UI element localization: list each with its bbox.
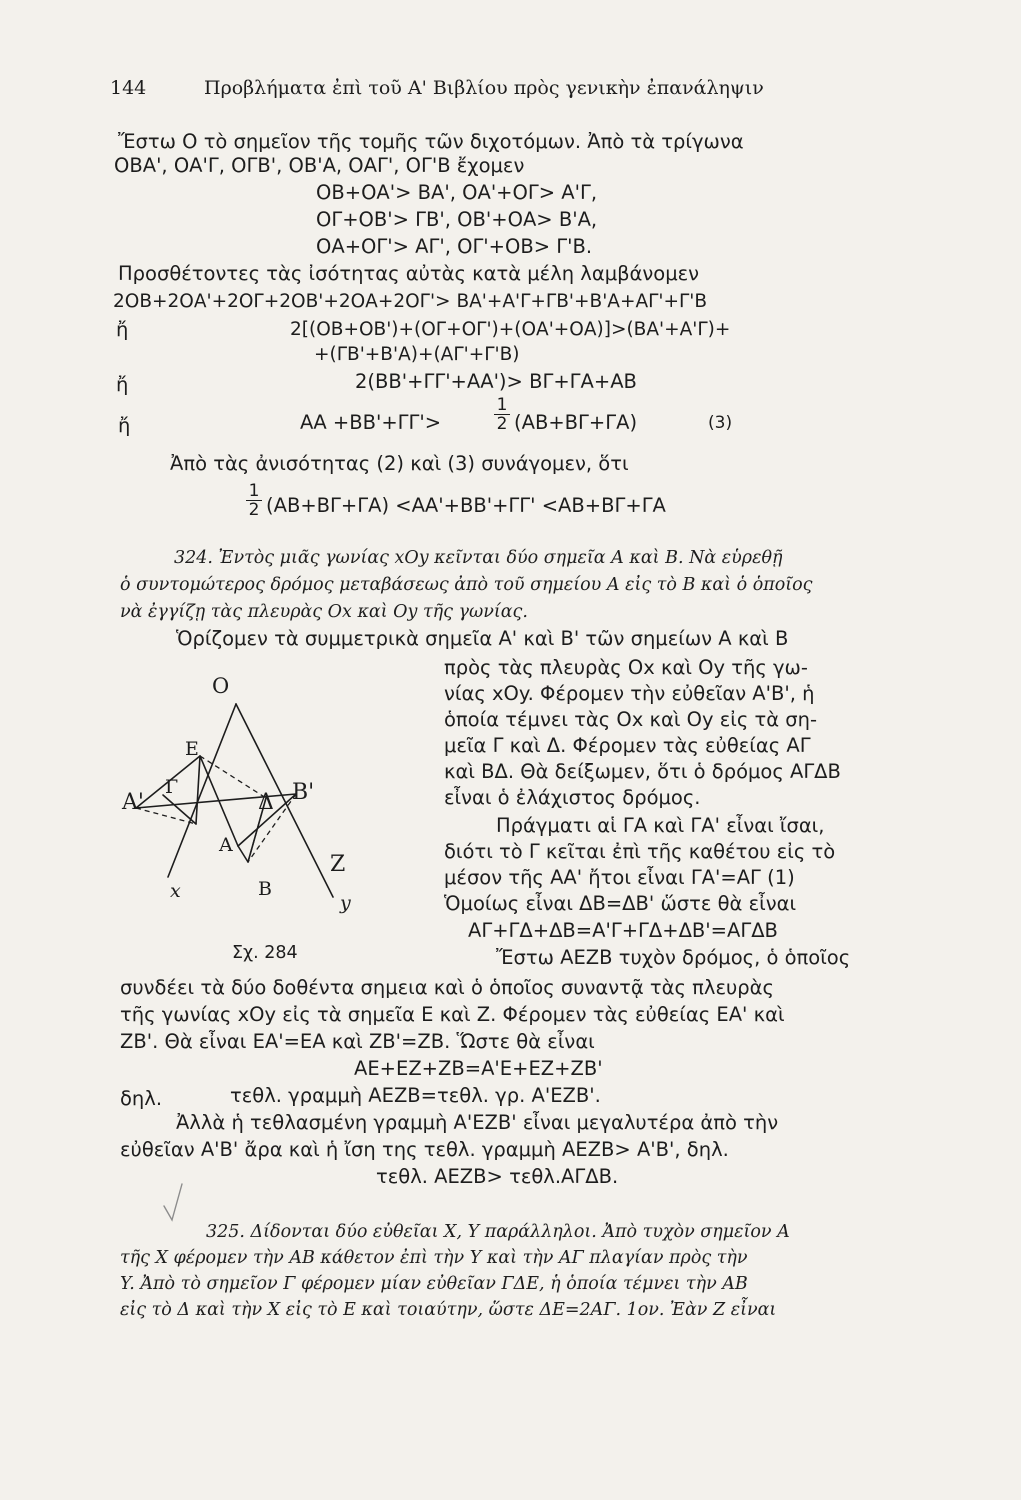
fraction-denominator: 2 bbox=[496, 414, 508, 434]
column-line: μέσον τῆς ΑΑ' ἤτοι εἶναι ΓΑ'=ΑΓ (1) bbox=[444, 866, 795, 889]
eta-word: ἤ bbox=[116, 373, 129, 396]
sum-line: ΑΑ +ΒΒ'+ΓΓ'> bbox=[300, 411, 442, 434]
column-line: νίας xOy. Φέρομεν τὴν εὐθεῖαν Α'Β', ἡ bbox=[444, 682, 815, 705]
fraction-half bbox=[494, 396, 510, 433]
proof-line: συνδέει τὰ δύο δοθέντα σημεια καὶ ὁ ὁποῖος συναντᾷ τὰς πλευρὰς bbox=[120, 976, 774, 999]
sum-line: 2(ΒΒ'+ΓΓ'+ΑΑ')> ΒΓ+ΓΑ+ΑΒ bbox=[355, 370, 637, 393]
label-a: A bbox=[219, 834, 233, 856]
column-line: μεῖα Γ καὶ Δ. Φέρομεν τὰς εὐθείας ΑΓ bbox=[444, 734, 811, 757]
proof-line: ΟΒΑ', ΟΑ'Γ, ΟΓΒ', ΟΒ'Α, ΟΑΓ', ΟΓ'Β ἔχομεν bbox=[114, 154, 525, 177]
label-b-prime: B' bbox=[292, 780, 315, 805]
fraction-numerator: 1 bbox=[246, 482, 262, 501]
column-line: Ὁμοίως εἶναι ΔΒ=ΔΒ' ὥστε θὰ εἶναι bbox=[444, 892, 797, 915]
pencil-check-mark bbox=[160, 1180, 190, 1226]
dashed-e-d bbox=[200, 756, 266, 798]
fraction-numerator: 1 bbox=[494, 396, 510, 415]
sum-line: +(ΓΒ'+Β'Α)+(ΑΓ'+Γ'Β) bbox=[314, 344, 520, 365]
problem-statement: τῆς X φέρομεν τὴν ΑΒ κάθετον ἐπὶ τὴν Y καὶ τὴν ΑΓ πλαγίαν πρὸς τὴν bbox=[120, 1248, 748, 1268]
column-line: διότι τὸ Γ κεῖται ἐπὶ τῆς καθέτου εἰς τὸ bbox=[444, 840, 836, 863]
sum-line: 2[(ΟΒ+ΟΒ')+(ΟΓ+ΟΓ')+(ΟΑ'+ΟΑ)]>(ΒΑ'+Α'Γ)+ bbox=[290, 319, 731, 340]
column-line: εἶναι ὁ ἐλάχιστος δρόμος. bbox=[444, 786, 701, 809]
column-line: Πράγματι αἱ ΓΑ καὶ ΓΑ' εἶναι ἴσαι, bbox=[496, 814, 825, 837]
label-o: O bbox=[212, 674, 230, 698]
proof-line: τῆς γωνίας xOy εἰς τὰ σημεῖα Ε καὶ Ζ. Φέρομεν τὰς εὐθείας ΕΑ' καὶ bbox=[120, 1003, 785, 1026]
problem-statement: νὰ ἐγγίζῃ τὰς πλευρὰς Ox καὶ Oy τῆς γωνίας. bbox=[120, 602, 528, 622]
sum-line: 2ΟΒ+2ΟΑ'+2ΟΓ+2ΟΒ'+2ΟΑ+2ΟΓ'> ΒΑ'+Α'Γ+ΓΒ'+Β'Α+ΑΓ'+Γ'Β bbox=[113, 291, 708, 312]
proof-line: Προσθέτοντες τὰς ἰσότητας αὐτὰς κατὰ μέλη λαμβάνομεν bbox=[118, 262, 700, 285]
proof-line: δηλ. bbox=[120, 1087, 163, 1110]
label-x: x bbox=[170, 880, 181, 902]
problem-statement: 325. Δίδονται δύο εὐθεῖαι X, Y παράλληλοι. Ἀπὸ τυχὸν σημεῖον Α bbox=[206, 1222, 790, 1242]
equation-line: ΑΕ+ΕΖ+ΖΒ=Α'Ε+ΕΖ+ΖΒ' bbox=[354, 1057, 603, 1080]
fraction-half bbox=[246, 482, 262, 519]
segment-b-z bbox=[238, 846, 248, 862]
equation-label: (3) bbox=[708, 413, 733, 433]
line-e-z bbox=[200, 756, 238, 846]
fraction-denominator: 2 bbox=[248, 500, 260, 520]
sum-line: (ΑΒ+ΒΓ+ΓΑ) bbox=[514, 411, 638, 434]
proof-line: Ἔστω Ο τὸ σημεῖον τῆς τομῆς τῶν διχοτόμων. Ἀπὸ τὰ τρίγωνα bbox=[118, 130, 744, 153]
column-line: ΑΓ+ΓΔ+ΔΒ=Α'Γ+ΓΔ+ΔΒ'=ΑΓΔΒ bbox=[468, 919, 778, 942]
eta-word: ἤ bbox=[118, 414, 131, 437]
inequality: ΟΑ+ΟΓ'> ΑΓ', ΟΓ'+ΟΒ> Γ'Β. bbox=[316, 235, 593, 258]
problem-statement: εἰς τὸ Δ καὶ τὴν X εἰς τὸ Ε καὶ τοιαύτην, ὥστε ΔΕ=2ΑΓ. 1ον. Ἐὰν Ζ εἶναι bbox=[120, 1300, 777, 1320]
proof-line: ΖΒ'. Θὰ εἶναι ΕΑ'=ΕΑ καὶ ΖΒ'=ΖΒ. Ὥστε θὰ εἶναι bbox=[120, 1030, 595, 1053]
proof-line: Ὁρίζομεν τὰ συμμετρικὰ σημεῖα Α' καὶ Β' τῶν σημείων Α καὶ Β bbox=[176, 627, 789, 650]
figure-caption: Σχ. 284 bbox=[232, 943, 298, 963]
proof-line: εὐθεῖαν Α'Β' ἄρα καὶ ἡ ἴση της τεθλ. γραμμὴ ΑΕΖΒ> Α'Β', δηλ. bbox=[120, 1138, 729, 1161]
label-delta: Δ bbox=[258, 790, 274, 815]
problem-statement: ὁ συντομώτερος δρόμος μεταβάσεως ἀπὸ τοῦ σημείου Α εἰς τὸ Β καὶ ὁ ὁποῖος bbox=[120, 575, 813, 595]
label-b: B bbox=[258, 878, 272, 900]
column-line: ὁποία τέμνει τὰς Ox καὶ Oy εἰς τὰ ση- bbox=[444, 708, 818, 731]
problem-statement: Y. Ἀπὸ τὸ σημεῖον Γ φέρομεν μίαν εὐθεῖαν ΓΔΕ, ἡ ὁποία τέμνει τὴν ΑΒ bbox=[120, 1274, 748, 1294]
inequality: ΟΒ+ΟΑ'> ΒΑ', ΟΑ'+ΟΓ> Α'Γ, bbox=[316, 181, 598, 204]
label-z: Z bbox=[330, 852, 346, 877]
proof-line: Ἀλλὰ ἡ τεθλασμένη γραμμὴ Α'ΕΖΒ' εἶναι μεγαλυτέρα ἀπὸ τὴν bbox=[176, 1111, 779, 1134]
ray-oy bbox=[236, 704, 333, 897]
figure-284-drawing bbox=[128, 672, 358, 912]
eta-word: ἤ bbox=[116, 318, 129, 341]
label-a-prime: A' bbox=[122, 790, 144, 815]
proof-line: τεθλ. ΑΕΖΒ> τεθλ.ΑΓΔΒ. bbox=[376, 1165, 619, 1188]
label-y: y bbox=[340, 892, 351, 914]
inequality: ΟΓ+ΟΒ'> ΓΒ', ΟΒ'+ΟΑ> Β'Α, bbox=[316, 208, 598, 231]
column-line: καὶ ΒΔ. Θὰ δείξωμεν, ὅτι ὁ δρόμος ΑΓΔΒ bbox=[444, 760, 841, 783]
label-e: E bbox=[185, 738, 199, 760]
running-title: Προβλήματα ἐπὶ τοῦ Α' Βιβλίου πρὸς γενικὴν ἐπανάληψιν bbox=[204, 77, 764, 99]
column-line: Ἔστω ΑΕΖΒ τυχὸν δρόμος, ὁ ὁποῖος bbox=[496, 946, 851, 969]
page-number: 144 bbox=[110, 77, 147, 99]
column-line: πρὸς τὰς πλευρὰς Ox καὶ Oy τῆς γω- bbox=[444, 656, 808, 679]
proof-line: Ἀπὸ τὰς ἀνισότητας (2) καὶ (3) συνάγομεν, ὅτι bbox=[170, 452, 629, 475]
proof-line: τεθλ. γραμμὴ ΑΕΖΒ=τεθλ. γρ. Α'ΕΖΒ'. bbox=[230, 1084, 601, 1107]
label-gamma: Γ bbox=[165, 776, 179, 798]
segment-e-a bbox=[196, 756, 200, 824]
final-inequality: (ΑΒ+ΒΓ+ΓΑ) <ΑΑ'+ΒΒ'+ΓΓ' <ΑΒ+ΒΓ+ΓΑ bbox=[266, 494, 666, 517]
problem-statement: 324. Ἐντὸς μιᾶς γωνίας xOy κεῖνται δύο σημεῖα Α καὶ Β. Νὰ εὑρεθῇ bbox=[174, 548, 783, 568]
